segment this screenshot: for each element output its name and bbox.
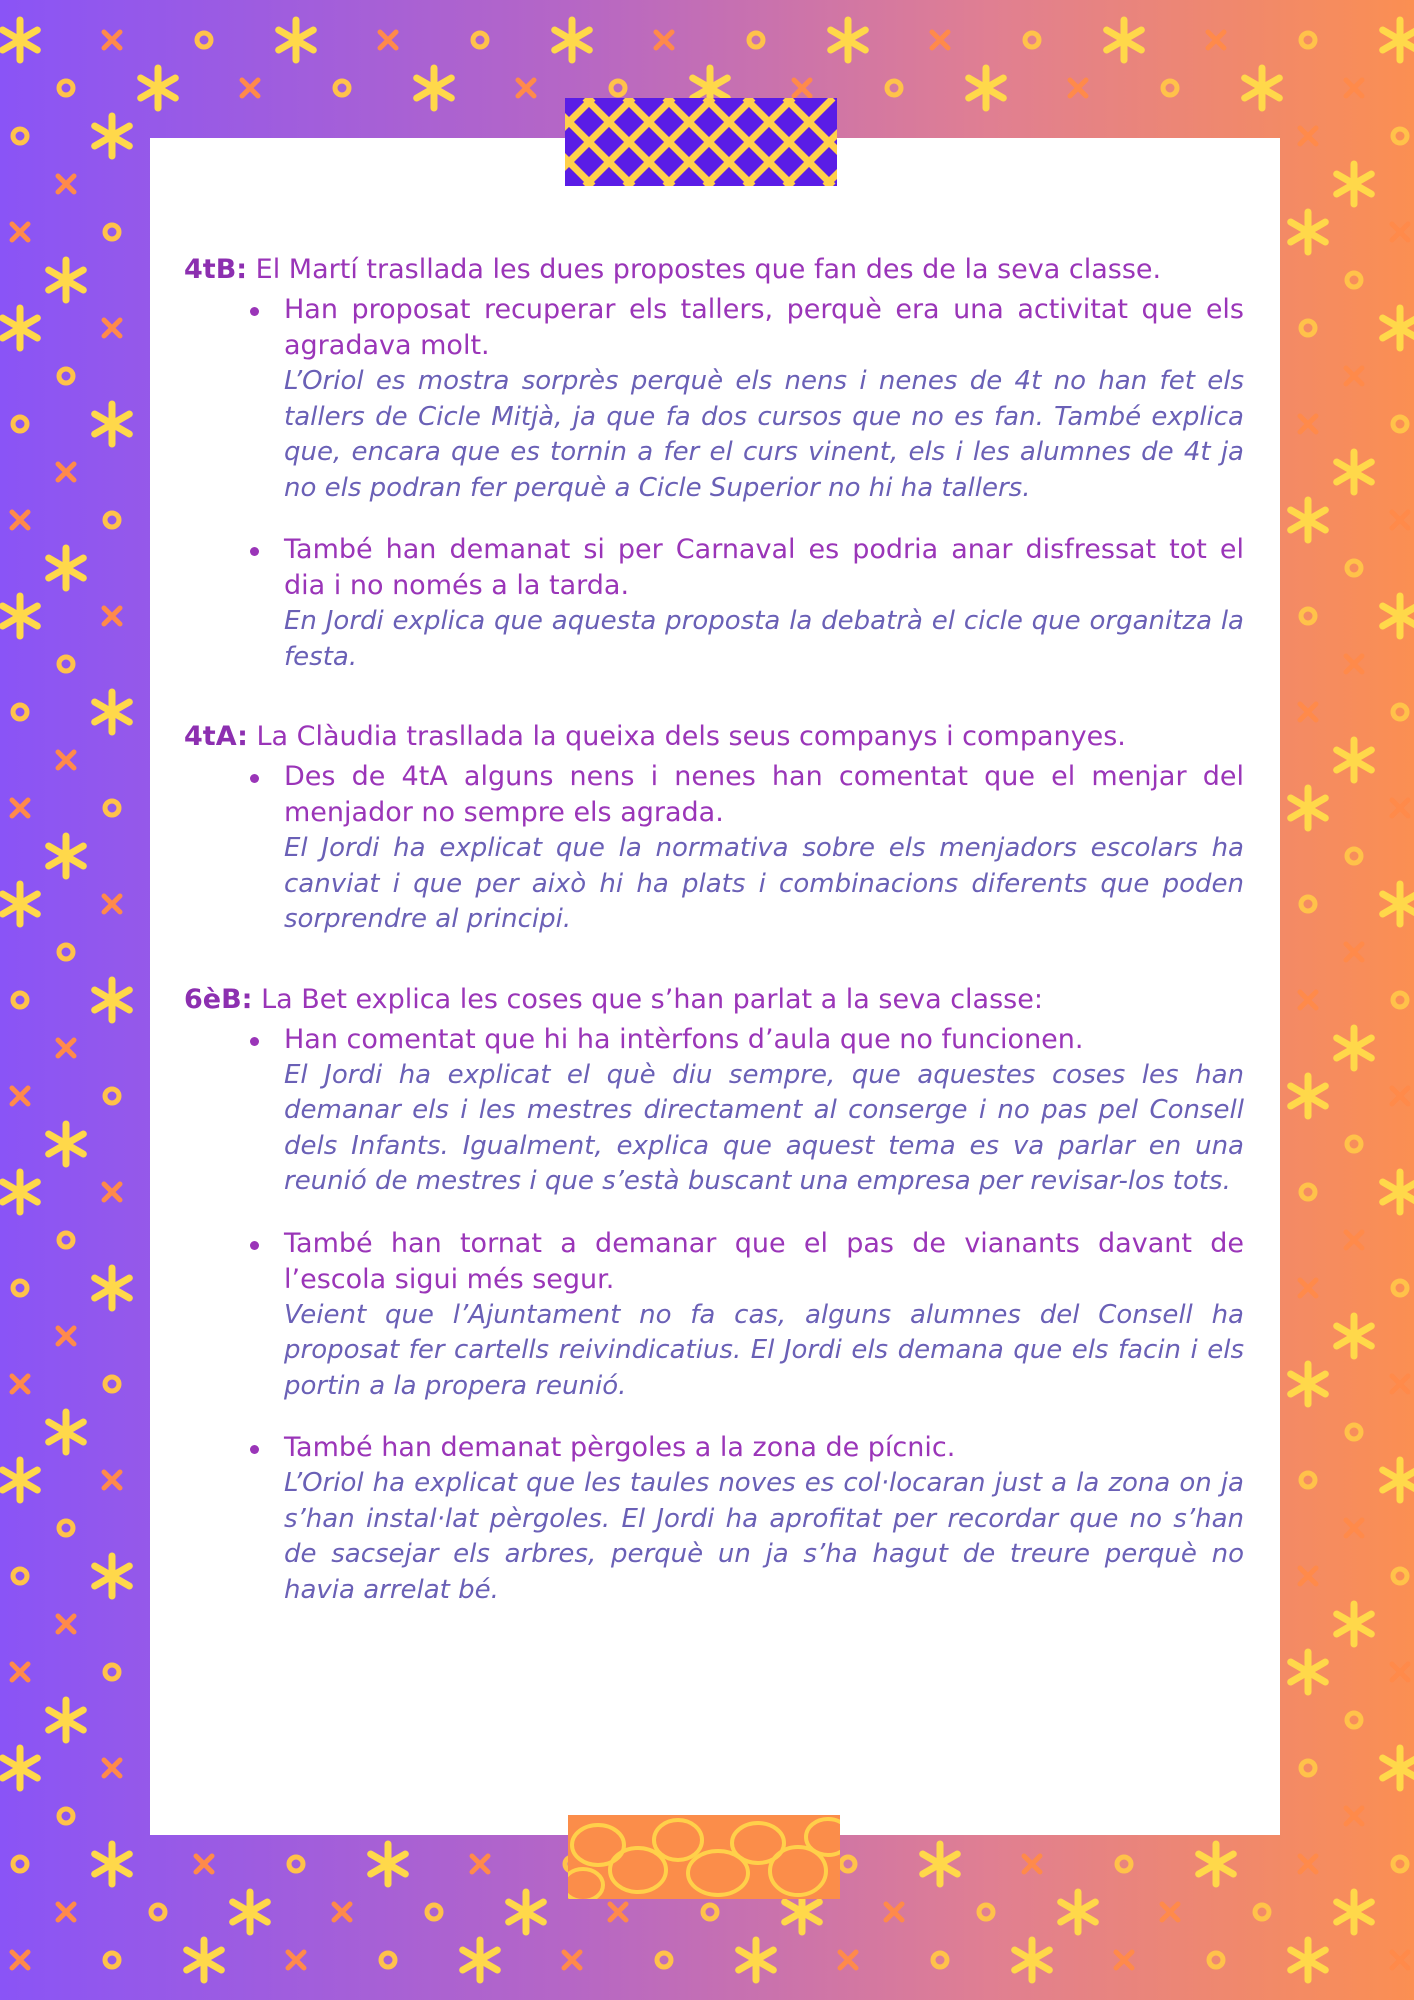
asterisk-icon bbox=[3, 1172, 38, 1212]
proposal-text: Han comentat que hi ha intèrfons d’aula que no funcionen. bbox=[284, 1023, 1084, 1055]
cross-icon bbox=[1300, 1280, 1316, 1296]
dot-icon bbox=[1209, 1953, 1223, 1967]
asterisk-icon bbox=[3, 596, 38, 636]
asterisk-icon bbox=[279, 20, 314, 60]
cross-icon bbox=[932, 32, 948, 48]
proposal-text: Han proposat recuperar els tallers, perquè era una activitat que els agradava molt. bbox=[284, 294, 1244, 361]
cross-icon bbox=[656, 32, 672, 48]
dot-icon bbox=[1393, 1281, 1407, 1295]
cross-icon bbox=[334, 1904, 350, 1920]
cross-icon bbox=[564, 1952, 580, 1968]
dot-icon bbox=[105, 225, 119, 239]
asterisk-icon bbox=[555, 20, 590, 60]
dot-icon bbox=[473, 33, 487, 47]
asterisk-icon bbox=[371, 1844, 406, 1884]
asterisk-icon bbox=[95, 1556, 130, 1596]
dot-icon bbox=[59, 81, 73, 95]
proposal-item bbox=[184, 532, 1244, 675]
asterisk-icon bbox=[49, 836, 84, 876]
dot-icon bbox=[1347, 1425, 1361, 1439]
asterisk-icon bbox=[233, 1892, 268, 1932]
dot-icon bbox=[289, 1857, 303, 1871]
dot-icon bbox=[13, 1857, 27, 1871]
dot-icon bbox=[657, 1953, 671, 1967]
dot-icon bbox=[1347, 1137, 1361, 1151]
cross-icon bbox=[104, 1472, 120, 1488]
proposal-list bbox=[184, 1022, 1244, 1609]
asterisk-icon bbox=[1383, 1460, 1414, 1500]
dot-icon bbox=[13, 1281, 27, 1295]
asterisk-icon bbox=[95, 1844, 130, 1884]
section-heading bbox=[184, 982, 1244, 1018]
asterisk-icon bbox=[1383, 308, 1414, 348]
dot-icon bbox=[1393, 1857, 1407, 1871]
dot-icon bbox=[59, 1521, 73, 1535]
section-heading bbox=[184, 252, 1244, 288]
cross-icon bbox=[104, 896, 120, 912]
dot-icon bbox=[13, 705, 27, 719]
asterisk-icon bbox=[95, 980, 130, 1020]
dot-icon bbox=[841, 1857, 855, 1871]
cross-icon bbox=[196, 1856, 212, 1872]
cross-icon bbox=[104, 1184, 120, 1200]
scribble-pattern-icon bbox=[568, 1815, 840, 1899]
dot-icon bbox=[1163, 81, 1177, 95]
response-text: El Jordi ha explicat el què diu sempre, que aquestes coses les han demanar els i les mestres directament al conserge i no pas pel Consell dels Infants. Igualment, explica que aquest tema es va parlar en una reunió de mestres i que s’està buscant una empresa per revisar-los tots. bbox=[284, 1059, 1244, 1196]
cross-icon bbox=[1300, 128, 1316, 144]
asterisk-icon bbox=[509, 1892, 544, 1932]
asterisk-icon bbox=[1337, 452, 1372, 492]
cross-icon bbox=[1208, 32, 1224, 48]
dot-icon bbox=[887, 81, 901, 95]
dot-icon bbox=[1301, 321, 1315, 335]
asterisk-icon bbox=[1383, 884, 1414, 924]
proposal-item bbox=[184, 1022, 1244, 1200]
dot-icon bbox=[1301, 33, 1315, 47]
dot-icon bbox=[59, 945, 73, 959]
cross-icon bbox=[104, 32, 120, 48]
dot-icon bbox=[749, 33, 763, 47]
cross-icon bbox=[472, 1856, 488, 1872]
cross-icon bbox=[886, 1904, 902, 1920]
dot-icon bbox=[1025, 33, 1039, 47]
asterisk-icon bbox=[1199, 1844, 1234, 1884]
dot-icon bbox=[335, 81, 349, 95]
cross-icon bbox=[610, 1904, 626, 1920]
cross-icon bbox=[1346, 944, 1362, 960]
dot-icon bbox=[151, 1905, 165, 1919]
asterisk-icon bbox=[1291, 1364, 1326, 1404]
proposal-text: També han demanat si per Carnaval es podria anar disfressat tot el dia i no només a la tarda. bbox=[284, 534, 1244, 601]
dot-icon bbox=[13, 993, 27, 1007]
dot-icon bbox=[1117, 1857, 1131, 1871]
dot-icon bbox=[13, 129, 27, 143]
asterisk-icon bbox=[1015, 1940, 1050, 1980]
bullet-icon bbox=[250, 1445, 259, 1454]
cross-icon bbox=[12, 1664, 28, 1680]
cross-icon bbox=[1346, 1232, 1362, 1248]
dot-icon bbox=[1301, 1185, 1315, 1199]
class-code: 4tA: bbox=[184, 721, 248, 752]
asterisk-icon bbox=[1337, 1604, 1372, 1644]
dot-icon bbox=[1301, 609, 1315, 623]
class-code: 4tB: bbox=[184, 254, 248, 285]
cross-icon bbox=[12, 1376, 28, 1392]
cross-icon bbox=[104, 320, 120, 336]
cross-icon bbox=[1346, 80, 1362, 96]
response-text: L’Oriol ha explicat que les taules noves es col·locaran just a la zona on ja s’han instal·lat pèrgoles. El Jordi ha aprofitat per recordar que no s’han de sacsejar els arbres, perquè un ja s’ha hagut de treure perquè no havia arrelat bé. bbox=[284, 1468, 1244, 1605]
asterisk-icon bbox=[1383, 596, 1414, 636]
asterisk-icon bbox=[1291, 212, 1326, 252]
cross-icon bbox=[58, 1904, 74, 1920]
cross-icon bbox=[1346, 656, 1362, 672]
dot-icon bbox=[1255, 1905, 1269, 1919]
section-intro: La Bet explica les coses que s’han parlat a la seva classe: bbox=[252, 983, 1043, 1015]
class-code: 6èB: bbox=[184, 983, 253, 1015]
bullet-icon bbox=[250, 774, 259, 783]
cross-icon bbox=[12, 1088, 28, 1104]
dot-icon bbox=[1347, 1713, 1361, 1727]
asterisk-icon bbox=[3, 20, 38, 60]
dot-icon bbox=[1393, 417, 1407, 431]
asterisk-icon bbox=[1383, 1172, 1414, 1212]
asterisk-icon bbox=[969, 68, 1004, 108]
section-6eb bbox=[184, 982, 1244, 1609]
bullet-icon bbox=[250, 1037, 259, 1046]
proposal-list bbox=[184, 292, 1244, 675]
cross-icon bbox=[58, 1328, 74, 1344]
cross-icon bbox=[1300, 1568, 1316, 1584]
cross-icon bbox=[104, 1760, 120, 1776]
asterisk-icon bbox=[49, 1412, 84, 1452]
section-intro: La Clàudia trasllada la queixa dels seus companys i companyes. bbox=[247, 721, 1126, 752]
response-text: El Jordi ha explicat que la normativa sobre els menjadors escolars ha canviat i que per això hi ha plats i combinacions diferents que poden sorprendre al principi. bbox=[284, 833, 1244, 934]
asterisk-icon bbox=[3, 1748, 38, 1788]
dot-icon bbox=[59, 369, 73, 383]
dot-icon bbox=[1393, 705, 1407, 719]
asterisk-icon bbox=[1337, 740, 1372, 780]
section-heading bbox=[184, 719, 1244, 755]
dot-icon bbox=[611, 81, 625, 95]
dot-icon bbox=[703, 1905, 717, 1919]
response-text: Veient que l’Ajuntament no fa cas, alguns alumnes del Consell ha proposat fer cartells reivindicatius. El Jordi els demana que els facin i els portin a la propera reunió. bbox=[284, 1299, 1244, 1401]
asterisk-icon bbox=[49, 1700, 84, 1740]
cross-icon bbox=[58, 176, 74, 192]
dot-icon bbox=[1393, 129, 1407, 143]
asterisk-icon bbox=[49, 1124, 84, 1164]
proposal-list bbox=[184, 759, 1244, 938]
asterisk-icon bbox=[49, 260, 84, 300]
cross-icon bbox=[12, 800, 28, 816]
dot-icon bbox=[1393, 993, 1407, 1007]
cross-icon bbox=[380, 32, 396, 48]
cross-icon bbox=[1300, 704, 1316, 720]
dot-icon bbox=[427, 1905, 441, 1919]
asterisk-icon bbox=[1061, 1892, 1096, 1932]
cross-icon bbox=[58, 752, 74, 768]
asterisk-icon bbox=[1291, 1940, 1326, 1980]
cross-icon bbox=[518, 80, 534, 96]
cross-icon bbox=[58, 1616, 74, 1632]
dot-icon bbox=[1301, 1761, 1315, 1775]
cross-icon bbox=[794, 80, 810, 96]
proposal-text: Des de 4tA alguns nens i nenes han comentat que el menjar del menjador no sempre els agrada. bbox=[284, 761, 1244, 828]
dot-icon bbox=[933, 1953, 947, 1967]
cross-icon bbox=[1392, 512, 1408, 528]
bullet-icon bbox=[250, 547, 259, 556]
asterisk-icon bbox=[49, 548, 84, 588]
section-4ta bbox=[184, 719, 1244, 938]
section-intro: El Martí trasllada les dues propostes que fan des de la seva classe. bbox=[247, 254, 1162, 285]
cross-icon bbox=[1024, 1856, 1040, 1872]
cross-icon bbox=[12, 1952, 28, 1968]
asterisk-icon bbox=[739, 1940, 774, 1980]
lattice-pattern-icon bbox=[565, 98, 837, 186]
asterisk-icon bbox=[187, 1940, 222, 1980]
dot-icon bbox=[197, 33, 211, 47]
dot-icon bbox=[13, 1569, 27, 1583]
asterisk-icon bbox=[1337, 1028, 1372, 1068]
washi-tape-bottom bbox=[568, 1815, 840, 1899]
proposal-text: També han tornat a demanar que el pas de vianants davant de l’escola sigui més segur. bbox=[284, 1227, 1244, 1295]
cross-icon bbox=[12, 224, 28, 240]
response-text: L’Oriol es mostra sorprès perquè els nens i nenes de 4t no han fet els tallers de Cicle Mitjà, ja que fa dos cursos que no es fan. També explica que, encara que es tornin a fer el curs vinent, els i les alumnes de 4t ja no els podran fer perquè a Cicle Superior no hi ha tallers. bbox=[284, 366, 1244, 503]
dot-icon bbox=[59, 1809, 73, 1823]
cross-icon bbox=[1116, 1952, 1132, 1968]
asterisk-icon bbox=[1291, 1652, 1326, 1692]
dot-icon bbox=[1301, 897, 1315, 911]
asterisk-icon bbox=[1291, 788, 1326, 828]
cross-icon bbox=[1392, 1376, 1408, 1392]
asterisk-icon bbox=[3, 884, 38, 924]
dot-icon bbox=[1393, 1569, 1407, 1583]
dot-icon bbox=[979, 1905, 993, 1919]
proposal-item bbox=[184, 292, 1244, 506]
cross-icon bbox=[1392, 1664, 1408, 1680]
response-text: En Jordi explica que aquesta proposta la debatrà el cicle que organitza la festa. bbox=[284, 606, 1244, 672]
cross-icon bbox=[1392, 1952, 1408, 1968]
cross-icon bbox=[1392, 224, 1408, 240]
asterisk-icon bbox=[95, 404, 130, 444]
asterisk-icon bbox=[95, 692, 130, 732]
asterisk-icon bbox=[1291, 1076, 1326, 1116]
cross-icon bbox=[58, 464, 74, 480]
cross-icon bbox=[1300, 1856, 1316, 1872]
washi-tape-top bbox=[565, 98, 837, 186]
cross-icon bbox=[1070, 80, 1086, 96]
cross-icon bbox=[1392, 1088, 1408, 1104]
minutes-content bbox=[184, 252, 1244, 1652]
proposal-text: També han demanat pèrgoles a la zona de pícnic. bbox=[284, 1432, 956, 1463]
asterisk-icon bbox=[1337, 164, 1372, 204]
dot-icon bbox=[1347, 561, 1361, 575]
cross-icon bbox=[1300, 992, 1316, 1008]
dot-icon bbox=[13, 417, 27, 431]
dot-icon bbox=[59, 657, 73, 671]
asterisk-icon bbox=[831, 20, 866, 60]
proposal-item bbox=[184, 1226, 1244, 1405]
cross-icon bbox=[12, 512, 28, 528]
proposal-item bbox=[184, 759, 1244, 938]
asterisk-icon bbox=[923, 1844, 958, 1884]
dot-icon bbox=[105, 513, 119, 527]
cross-icon bbox=[1346, 1808, 1362, 1824]
asterisk-icon bbox=[417, 68, 452, 108]
dot-icon bbox=[1347, 273, 1361, 287]
cross-icon bbox=[104, 608, 120, 624]
asterisk-icon bbox=[1337, 1892, 1372, 1932]
cross-icon bbox=[1300, 416, 1316, 432]
dot-icon bbox=[105, 1089, 119, 1103]
cross-icon bbox=[242, 80, 258, 96]
asterisk-icon bbox=[95, 1268, 130, 1308]
bullet-icon bbox=[250, 1241, 259, 1250]
dot-icon bbox=[59, 1233, 73, 1247]
dot-icon bbox=[1301, 1473, 1315, 1487]
dot-icon bbox=[105, 1953, 119, 1967]
cross-icon bbox=[1346, 368, 1362, 384]
asterisk-icon bbox=[3, 1460, 38, 1500]
section-4tb bbox=[184, 252, 1244, 675]
cross-icon bbox=[58, 1040, 74, 1056]
asterisk-icon bbox=[1337, 1316, 1372, 1356]
cross-icon bbox=[1162, 1904, 1178, 1920]
asterisk-icon bbox=[1291, 500, 1326, 540]
asterisk-icon bbox=[1383, 20, 1414, 60]
dot-icon bbox=[105, 1377, 119, 1391]
proposal-item bbox=[184, 1430, 1244, 1608]
asterisk-icon bbox=[95, 116, 130, 156]
cross-icon bbox=[1392, 800, 1408, 816]
bullet-icon bbox=[250, 307, 259, 316]
cross-icon bbox=[840, 1952, 856, 1968]
dot-icon bbox=[105, 801, 119, 815]
dot-icon bbox=[381, 1953, 395, 1967]
cross-icon bbox=[288, 1952, 304, 1968]
asterisk-icon bbox=[463, 1940, 498, 1980]
dot-icon bbox=[1347, 849, 1361, 863]
asterisk-icon bbox=[1245, 68, 1280, 108]
asterisk-icon bbox=[141, 68, 176, 108]
asterisk-icon bbox=[3, 308, 38, 348]
cross-icon bbox=[1346, 1520, 1362, 1536]
asterisk-icon bbox=[1383, 1748, 1414, 1788]
asterisk-icon bbox=[1107, 20, 1142, 60]
dot-icon bbox=[105, 1665, 119, 1679]
